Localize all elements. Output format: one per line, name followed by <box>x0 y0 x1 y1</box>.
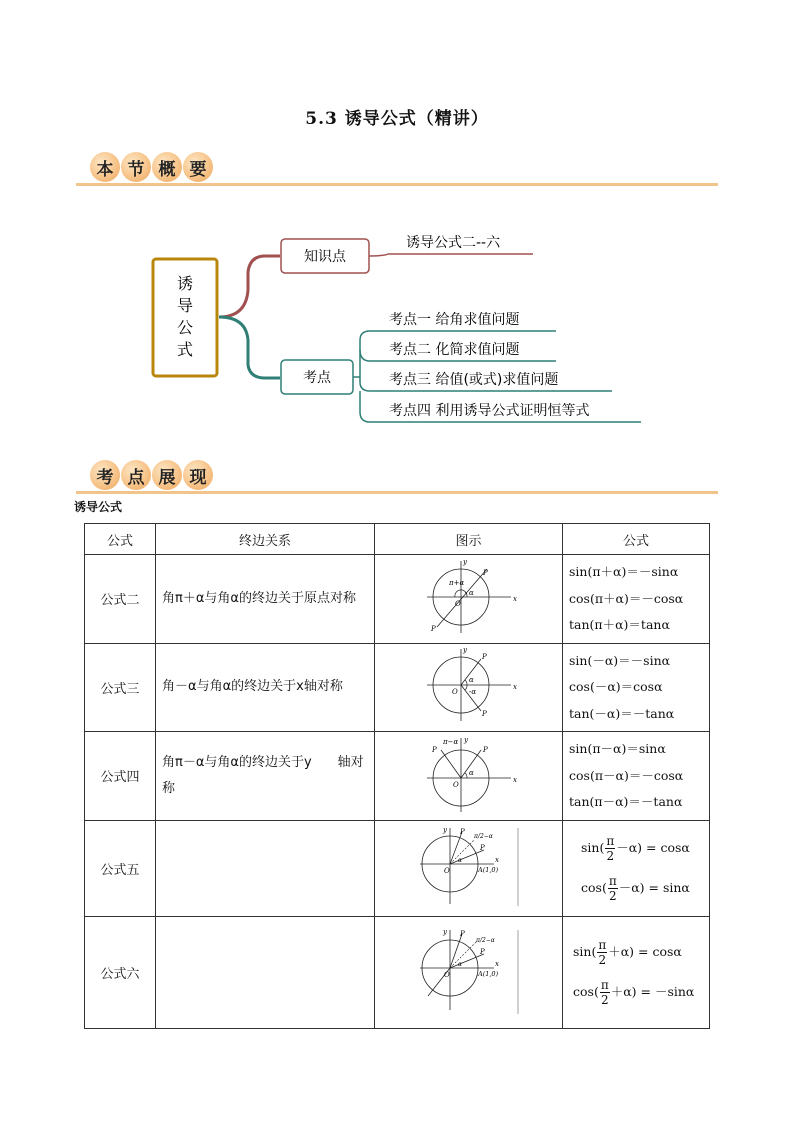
table-row <box>85 916 710 1028</box>
figure-cell <box>375 555 563 644</box>
figure-cell <box>375 643 563 732</box>
formula-line: tan(π－α)＝－tanα <box>569 794 683 809</box>
mindmap-exam-label: 考点 <box>303 370 331 386</box>
figure-cell <box>375 916 563 1028</box>
fig-alpha: α <box>468 768 474 777</box>
banner-char: 展 <box>152 460 182 490</box>
formula-line: sin(π＋α)＝－sinα <box>569 564 679 579</box>
mindmap-knowledge-label: 知识点 <box>304 249 346 265</box>
fig-origin: O <box>443 867 450 875</box>
formula-rest: －α) = sinα <box>618 879 690 895</box>
fig-point-a: A(1,0) <box>477 970 498 978</box>
relation-cell <box>156 820 375 916</box>
fig-p1: P <box>479 948 485 956</box>
fig-angle-label: π−α <box>442 737 458 746</box>
fig-alpha: α <box>457 961 462 968</box>
section-label: 诱导公式 <box>74 500 123 514</box>
fraction-numerator: π <box>606 833 615 848</box>
table-row <box>85 820 710 916</box>
header-cell: 终边关系 <box>156 524 375 555</box>
fraction-denominator: 2 <box>608 888 617 903</box>
formula-cell <box>563 643 710 732</box>
mindmap-knowledge-line <box>369 254 533 256</box>
unit-circle-figure <box>414 924 524 1016</box>
fraction-numerator: π <box>600 977 609 992</box>
mindmap-connector-knowledge <box>219 256 280 317</box>
fraction-denominator: 2 <box>600 992 609 1007</box>
points-banner <box>76 460 718 494</box>
fig-axis-y: y <box>462 646 467 655</box>
fig-point-a: A(1,0) <box>477 866 498 874</box>
table-row <box>85 555 710 644</box>
fig-axis-x: x <box>512 683 517 692</box>
banner-char: 节 <box>121 152 151 182</box>
formula-table <box>84 523 710 1029</box>
fig-alpha: α <box>468 676 474 685</box>
fraction-denominator: 2 <box>598 952 607 967</box>
table-row <box>85 732 710 821</box>
mindmap-exam-item: 考点三 给值(或式)求值问题 <box>389 372 559 388</box>
relation-cell: 角π－α与角α的终边关于y 轴对称 <box>156 732 375 821</box>
fig-p4: P <box>431 745 437 754</box>
fig-axis-y: y <box>463 735 468 744</box>
fig-axis-x: x <box>512 775 517 784</box>
fig-axis-x: x <box>494 856 499 864</box>
formula-line: cos(π－α)＝－cosα <box>569 767 684 783</box>
fig-p: P <box>459 828 465 836</box>
formula-rest: ＋α) = cosα <box>608 943 682 959</box>
formula-line: tan(π＋α)＝tanα <box>569 617 670 632</box>
formula-line: cos(π＋α)＝－cosα <box>569 590 684 606</box>
fraction-denominator: 2 <box>606 848 615 863</box>
fraction <box>605 834 615 863</box>
fig-origin: O <box>443 971 450 979</box>
unit-circle-figure <box>419 734 519 814</box>
formula-line <box>569 932 703 972</box>
fig-p1: P <box>482 745 488 754</box>
mindmap-root-char: 式 <box>176 340 194 359</box>
mindmap-exam-item: 考点一 给角求值问题 <box>389 312 520 328</box>
formula-line: tan(－α)＝－tanα <box>569 705 675 721</box>
banner-char: 现 <box>183 460 213 490</box>
formula-func: cos( <box>581 879 607 895</box>
banner-rule <box>76 491 718 494</box>
formula-rest: －α) = cosα <box>616 839 690 855</box>
formula-func: sin( <box>581 839 605 855</box>
formula-name: 公式三 <box>85 643 156 732</box>
table-header-row <box>85 524 710 555</box>
formula-rest: ＋α) = －sinα <box>610 983 695 999</box>
fig-axis-y: y <box>442 928 447 936</box>
fig-axis-x: x <box>512 594 517 603</box>
banner-char: 概 <box>152 152 182 182</box>
figure-cell <box>375 820 563 916</box>
mindmap-knowledge-item: 诱导公式二--六 <box>406 235 501 251</box>
fig-origin: O <box>454 599 461 608</box>
formula-cell <box>563 555 710 644</box>
banner-char: 要 <box>183 152 213 182</box>
fig-angle-label: π/2−α <box>475 937 495 944</box>
formula-name: 公式五 <box>85 820 156 916</box>
mindmap-exam-item: 考点四 利用诱导公式证明恒等式 <box>389 403 590 419</box>
fraction <box>608 874 618 903</box>
fraction-numerator: π <box>608 873 617 888</box>
unit-circle-figure <box>414 824 524 908</box>
fig-p1: P <box>479 844 485 852</box>
header-cell: 公式 <box>85 524 156 555</box>
fraction <box>597 938 607 967</box>
fig-alpha: α <box>468 588 474 597</box>
unit-circle-figure <box>419 557 519 637</box>
formula-name: 公式二 <box>85 555 156 644</box>
fig-origin: O <box>452 780 459 789</box>
figure-cell <box>375 732 563 821</box>
formula-line: sin(π－α)＝sinα <box>569 741 666 756</box>
fig-p1: P <box>482 568 488 577</box>
mindmap-root-char: 诱 <box>176 274 194 293</box>
header-cell: 公式 <box>563 524 710 555</box>
relation-cell: 角－α与角α的终边关于x轴对称 <box>156 643 375 732</box>
mindmap-exam-item: 考点二 化简求值问题 <box>389 342 520 358</box>
formula-line <box>569 972 703 1012</box>
relation-cell: 角π＋α与角α的终边关于原点对称 <box>156 555 375 644</box>
formula-line: sin(－α)＝－sinα <box>569 652 671 668</box>
header-cell: 图示 <box>375 524 563 555</box>
fig-alpha: α <box>457 857 462 864</box>
fig-axis-y: y <box>442 826 447 834</box>
mindmap-root-char: 公 <box>176 318 194 337</box>
formula-cell <box>563 820 710 916</box>
mindmap-connector-exam <box>219 317 280 378</box>
fig-neg-alpha: -α <box>468 688 476 697</box>
mindmap-root-char: 导 <box>176 296 194 315</box>
formula-func: cos( <box>573 983 599 999</box>
formula-line <box>569 828 703 868</box>
fig-p3: P <box>481 710 487 719</box>
formula-cell <box>563 916 710 1028</box>
relation-cell <box>156 916 375 1028</box>
formula-func: sin( <box>573 943 597 959</box>
banner-char: 考 <box>90 460 120 490</box>
banner-char: 本 <box>90 152 120 182</box>
fig-angle-label: π+α <box>448 578 464 587</box>
unit-circle-figure <box>419 645 519 725</box>
fig-axis-y: y <box>462 557 467 566</box>
fraction-numerator: π <box>598 937 607 952</box>
fig-axis-x: x <box>494 960 499 968</box>
formula-line <box>569 868 703 908</box>
formula-name: 公式六 <box>85 916 156 1028</box>
formula-cell <box>563 732 710 821</box>
table-row <box>85 643 710 732</box>
fig-p1: P <box>481 653 487 662</box>
formula-line: cos(－α)＝cosα <box>569 679 663 694</box>
fig-p2: P <box>430 624 436 633</box>
fig-origin: O <box>451 688 458 697</box>
fig-p: P <box>459 930 465 938</box>
fraction <box>600 978 610 1007</box>
formula-name: 公式四 <box>85 732 156 821</box>
banner-char: 点 <box>121 460 151 490</box>
fig-angle-label: π/2−α <box>473 833 493 840</box>
page-title: 5.3 诱导公式（精讲） <box>305 109 489 129</box>
mind-map <box>0 0 794 440</box>
